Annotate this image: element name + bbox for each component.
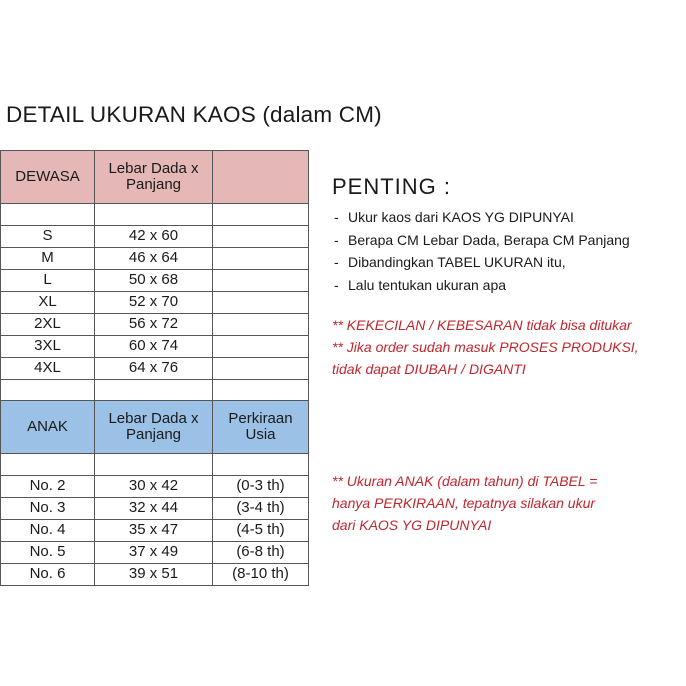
size-cell: No. 4 <box>1 520 95 542</box>
table-row <box>1 564 309 586</box>
list-item <box>334 229 630 252</box>
adult-header-size: DEWASA <box>1 151 95 204</box>
measure-cell: 56 x 72 <box>95 314 213 336</box>
age-cell: (6-8 th) <box>213 542 309 564</box>
size-cell: No. 5 <box>1 542 95 564</box>
empty-cell <box>213 336 309 358</box>
size-cell: 4XL <box>1 358 95 380</box>
measure-cell: 37 x 49 <box>95 542 213 564</box>
table-spacer-row <box>1 454 309 476</box>
size-cell: No. 6 <box>1 564 95 586</box>
size-cell: 3XL <box>1 336 95 358</box>
table-spacer-row <box>1 204 309 226</box>
table-row <box>1 248 309 270</box>
size-cell: S <box>1 226 95 248</box>
list-item <box>334 274 630 297</box>
size-cell: 2XL <box>1 314 95 336</box>
page-title: DETAIL UKURAN KAOS (dalam CM) <box>6 102 382 127</box>
empty-cell <box>213 314 309 336</box>
measure-cell: 60 x 74 <box>95 336 213 358</box>
size-cell: L <box>1 270 95 292</box>
child-table-header <box>1 401 309 454</box>
adult-size-table <box>0 150 309 402</box>
table-row <box>1 226 309 248</box>
note-line: hanya PERKIRAAN, tepatnya silakan ukur <box>332 495 596 511</box>
measure-cell: 64 x 76 <box>95 358 213 380</box>
age-cell: (3-4 th) <box>213 498 309 520</box>
measure-cell: 35 x 47 <box>95 520 213 542</box>
age-cell: (0-3 th) <box>213 476 309 498</box>
important-notes-list <box>334 206 630 296</box>
adult-header-empty <box>213 151 309 204</box>
child-header-age: Perkiraan Usia <box>213 401 309 454</box>
note-text: Lalu tentukan ukuran apa <box>348 276 507 293</box>
bullet-dash: - <box>334 231 339 248</box>
measure-cell: 52 x 70 <box>95 292 213 314</box>
empty-cell <box>213 358 309 380</box>
measure-cell: 39 x 51 <box>95 564 213 586</box>
important-title: PENTING : <box>332 174 452 199</box>
measure-cell: 50 x 68 <box>95 270 213 292</box>
table-row <box>1 314 309 336</box>
age-cell: (8-10 th) <box>213 564 309 586</box>
table-row <box>1 542 309 564</box>
empty-cell <box>213 292 309 314</box>
note-text: Dibandingkan TABEL UKURAN itu, <box>348 254 566 270</box>
child-header-measure: Lebar Dada x Panjang <box>95 401 213 454</box>
size-cell: No. 2 <box>1 476 95 498</box>
table-row <box>1 476 309 498</box>
table-row <box>1 336 309 358</box>
empty-cell <box>213 270 309 292</box>
note-line: ** Jika order sudah masuk PROSES PRODUKSI, <box>332 339 639 355</box>
table-row <box>1 292 309 314</box>
table-row <box>1 270 309 292</box>
child-header-size: ANAK <box>1 401 95 454</box>
note-text: Ukur kaos dari KAOS YG DIPUNYAI <box>348 209 574 225</box>
note-line: tidak dapat DIUBAH / DIGANTI <box>332 361 526 377</box>
measure-cell: 30 x 42 <box>95 476 213 498</box>
bullet-dash: - <box>334 209 339 225</box>
size-cell: M <box>1 248 95 270</box>
adult-header-measure: Lebar Dada x Panjang <box>95 151 213 204</box>
note-line: ** KEKECILAN / KEBESARAN tidak bisa ditukar <box>332 317 632 333</box>
bullet-dash: - <box>334 276 339 293</box>
note-line: ** Ukuran ANAK (dalam tahun) di TABEL = <box>332 473 598 489</box>
child-size-note <box>332 470 597 536</box>
table-row <box>1 498 309 520</box>
measure-cell: 32 x 44 <box>95 498 213 520</box>
list-item <box>334 206 630 229</box>
measure-cell: 42 x 60 <box>95 226 213 248</box>
exchange-warning <box>332 314 639 380</box>
bullet-dash: - <box>334 254 339 270</box>
table-row <box>1 520 309 542</box>
age-cell: (4-5 th) <box>213 520 309 542</box>
list-item <box>334 251 630 274</box>
child-size-table <box>0 400 309 586</box>
note-line: dari KAOS YG DIPUNYAI <box>332 517 492 533</box>
note-text: Berapa CM Lebar Dada, Berapa CM Panjang <box>348 231 630 248</box>
empty-cell <box>213 226 309 248</box>
empty-cell <box>213 248 309 270</box>
size-cell: XL <box>1 292 95 314</box>
measure-cell: 46 x 64 <box>95 248 213 270</box>
table-row <box>1 358 309 380</box>
table-spacer-row <box>1 380 309 402</box>
adult-table-header <box>1 151 309 204</box>
size-cell: No. 3 <box>1 498 95 520</box>
